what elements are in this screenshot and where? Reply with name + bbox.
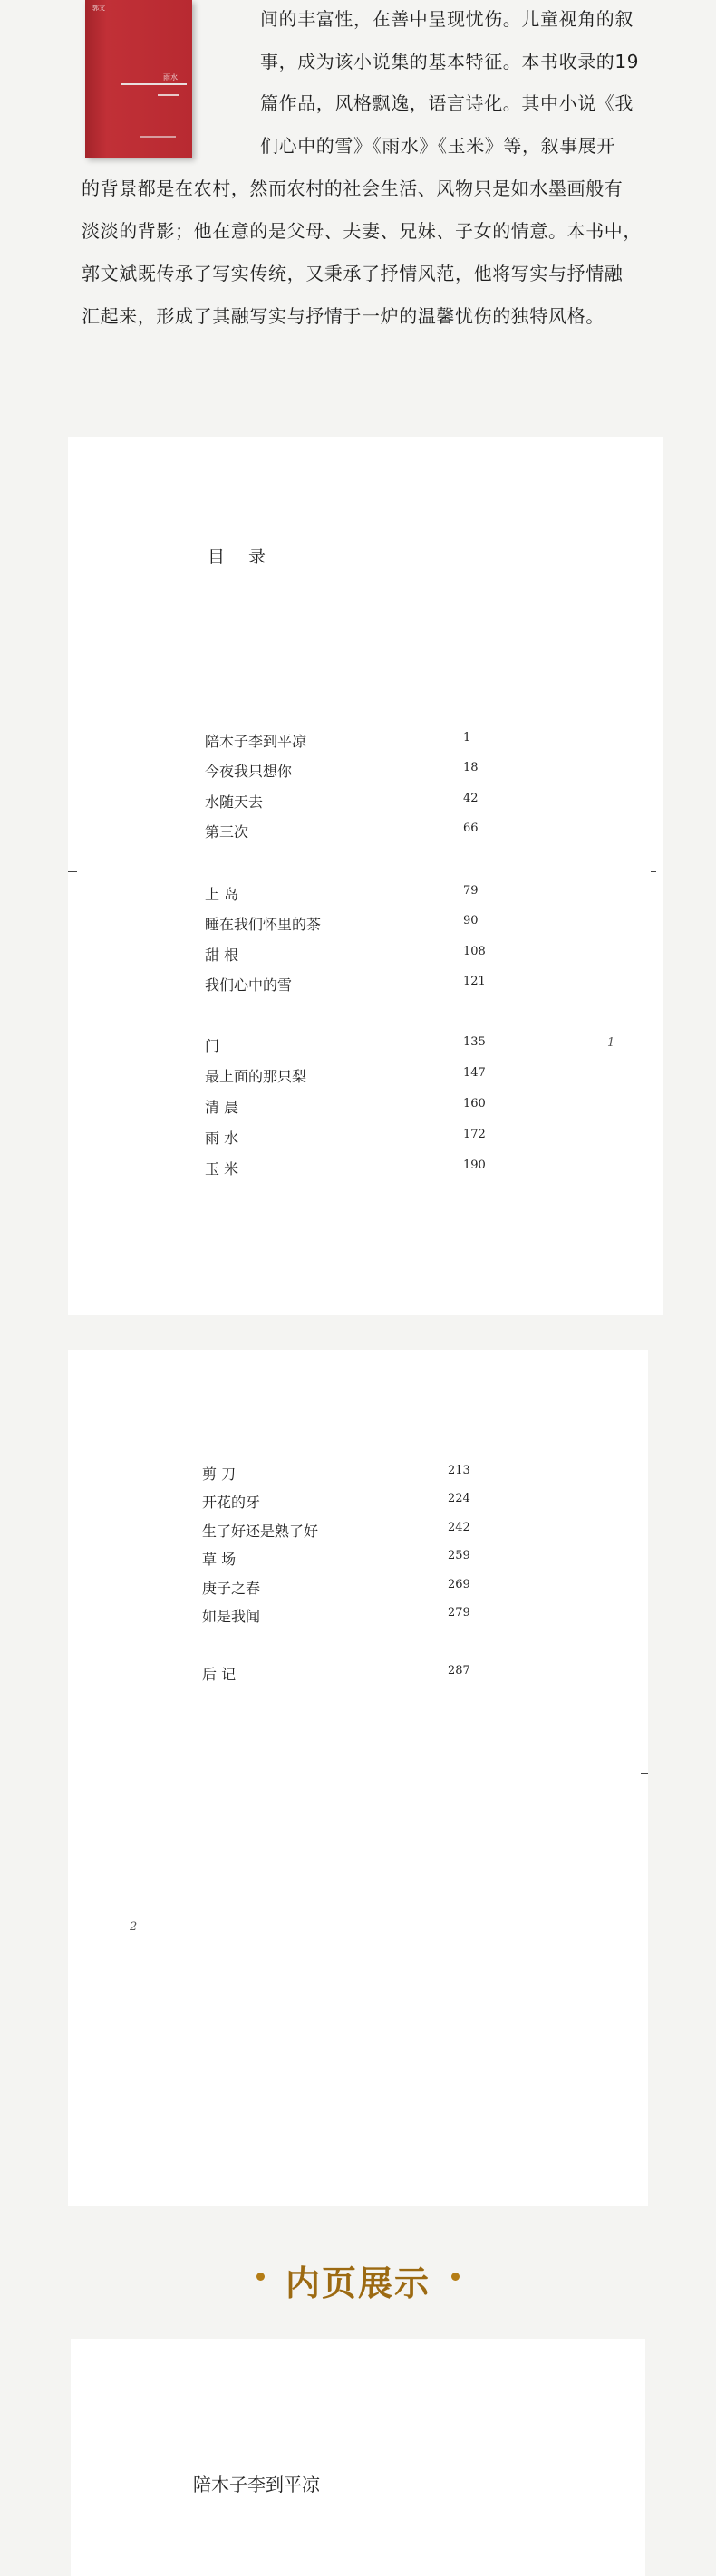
book-cover-image (85, 0, 192, 158)
toc-entry-title: 我们心中的雪 (205, 976, 293, 994)
toc-entry-page: 18 (463, 761, 479, 774)
description-line: 们心中的雪》《雨水》《玉米》等，叙事展开 (260, 135, 615, 157)
toc-entry-title: 草 场 (202, 1551, 237, 1568)
bullet-dot-icon (256, 2273, 265, 2281)
bullet-dot-icon (451, 2273, 460, 2281)
toc-entry-title: 水随天去 (205, 793, 264, 811)
description-line: 间的丰富性，在善中呈现忧伤。儿童视角的叙 (260, 8, 634, 30)
description-line: 郭文斌既传承了写实传统，又秉承了抒情风范，他将写实与抒情融 (82, 263, 624, 284)
description-line: 汇起来，形成了其融写实与抒情于一炉的温馨忧伤的独特风格。 (82, 305, 605, 327)
toc-entry-title: 剪 刀 (202, 1466, 237, 1483)
cover-title-text: 雨水 (163, 73, 178, 82)
toc-entry-title: 最上面的那只梨 (205, 1068, 307, 1085)
toc-entry-page: 79 (463, 884, 479, 898)
section-header (0, 2255, 716, 2310)
section-title: 内页展示 (285, 2264, 431, 2303)
toc-heading: 目 录 (208, 547, 276, 567)
toc-entry-title: 开花的牙 (202, 1494, 261, 1511)
intro-section (0, 0, 716, 389)
toc-entry-page: 121 (463, 975, 486, 988)
toc-page-2 (68, 1350, 648, 2206)
toc-entry-title: 清 晨 (205, 1099, 239, 1116)
description-line: 的背景都是在农村，然而农村的社会生活、风物只是如水墨画般有 (82, 178, 624, 199)
description-line: 事，成为该小说集的基本特征。本书收录的19 (260, 51, 640, 72)
page-number-marker: 1 (607, 1036, 615, 1050)
crop-mark (641, 1773, 648, 1774)
toc-entry-title: 睡在我们怀里的茶 (205, 916, 322, 933)
toc-entry-page: 287 (448, 1664, 470, 1677)
toc-entry-page: 269 (448, 1578, 470, 1591)
toc-entry-title: 今夜我只想你 (205, 763, 293, 780)
crop-mark (68, 871, 77, 872)
toc-entry-title: 甜 根 (205, 947, 239, 964)
toc-entry-title: 陪木子李到平凉 (205, 733, 307, 750)
toc-entry-page: 160 (463, 1097, 486, 1110)
toc-entry-page: 259 (448, 1549, 470, 1562)
toc-entry-page: 66 (463, 822, 479, 835)
page-number-marker: 2 (130, 1920, 138, 1934)
toc-entry-page: 147 (463, 1066, 486, 1080)
toc-entry-page: 172 (463, 1128, 486, 1141)
description-line: 淡淡的背影；他在意的是父母、夫妻、兄妹、子女的情意。本书中， (82, 220, 642, 242)
toc-entry-page: 135 (463, 1035, 486, 1049)
toc-entry-page: 190 (463, 1158, 486, 1172)
toc-entry-title: 庚子之春 (202, 1580, 261, 1597)
toc-entry-page: 42 (463, 792, 479, 805)
cover-publisher-mark (140, 136, 176, 138)
crop-mark (651, 871, 656, 872)
toc-entry-title: 第三次 (205, 823, 249, 841)
toc-entry-page: 90 (463, 914, 479, 928)
toc-entry-title: 门 (205, 1037, 220, 1054)
toc-entry-page: 279 (448, 1606, 470, 1620)
cover-rule-small (158, 94, 179, 96)
cover-spine-text: 郭文 (92, 5, 105, 12)
description-line: 篇作品，风格飘逸，语言诗化。其中小说《我 (260, 92, 634, 114)
toc-entry-page: 1 (463, 731, 471, 745)
toc-entry-title: 生了好还是熟了好 (202, 1523, 319, 1540)
toc-entry-page: 242 (448, 1521, 470, 1534)
toc-entry-title: 如是我闻 (202, 1608, 261, 1625)
toc-page-1 (68, 437, 663, 1315)
toc-entry-title: 后 记 (202, 1666, 237, 1683)
cover-rule (121, 83, 187, 85)
toc-entry-title: 上 岛 (205, 886, 239, 903)
toc-entry-page: 213 (448, 1464, 470, 1477)
toc-entry-page: 224 (448, 1492, 470, 1505)
toc-entry-title: 雨 水 (205, 1129, 239, 1147)
chapter-title: 陪木子李到平凉 (193, 2474, 320, 2495)
toc-entry-title: 玉 米 (205, 1160, 239, 1177)
toc-entry-page: 108 (463, 945, 486, 958)
inner-page-preview (71, 2339, 645, 2576)
